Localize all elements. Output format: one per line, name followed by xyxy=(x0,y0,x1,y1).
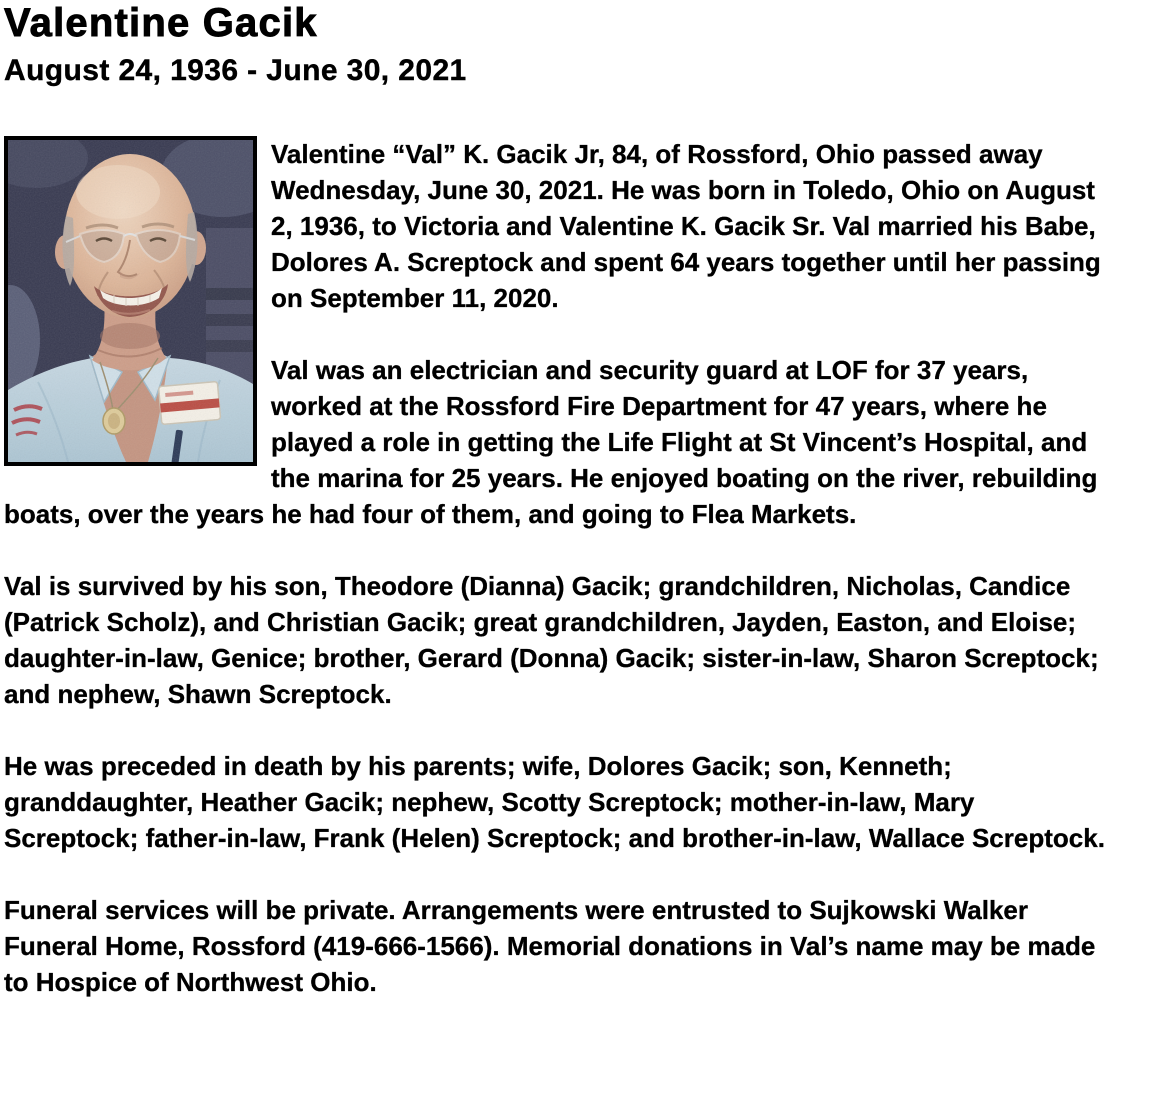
obituary-body xyxy=(4,136,1114,1000)
portrait-photo xyxy=(4,136,257,466)
obituary-paragraph-1: Valentine “Val” K. Gacik Jr, 84, of Rossford, Ohio passed away Wednesday, June 30, 2021. He was born in Toledo, Ohio on August 2, 1936, to Victoria and Valentine K. Gacik Sr. Val married his Babe, Dolores A. Screptock and spent 64 years together until her passing on September 11, 2020. xyxy=(271,139,1101,313)
life-dates: August 24, 1936 - June 30, 2021 xyxy=(4,54,467,87)
obituary-paragraph-3: Val is survived by his son, Theodore (Dianna) Gacik; grandchildren, Nicholas, Candice (Patrick Scholz), and Christian Gacik; great grandchildren, Jayden, Easton, and Eloise; daughter-in-law, Genice; brother, Gerard (Donna) Gacik; sister-in-law, Sharon Screptock; and nephew, Shawn Screptock. xyxy=(4,571,1099,709)
page-title: Valentine Gacik xyxy=(4,1,318,45)
obituary-paragraph-5: Funeral services will be private. Arrangements were entrusted to Sujkowski Walker Funeral Home, Rossford (419-666-1566). Memorial donations in Val’s name may be made to Hospice of Northwest Ohio. xyxy=(4,895,1096,997)
obituary-paragraph-4: He was preceded in death by his parents; wife, Dolores Gacik; son, Kenneth; granddaughter, Heather Gacik; nephew, Scotty Screptock; mother-in-law, Mary Screptock; father-in-law, Frank (Helen) Screptock; and brother-in-law, Wallace Screptock. xyxy=(4,751,1105,853)
obituary-paragraph-2: Val was an electrician and security guard at LOF for 37 years, worked at the Rossford Fire Department for 47 years, where he played a role in getting the Life Flight at St Vincent’s Hospital, and the marina for 25 years. He enjoyed boating on the river, rebuilding boats, over the years he had four of them, and going to Flea Markets. xyxy=(4,355,1098,529)
